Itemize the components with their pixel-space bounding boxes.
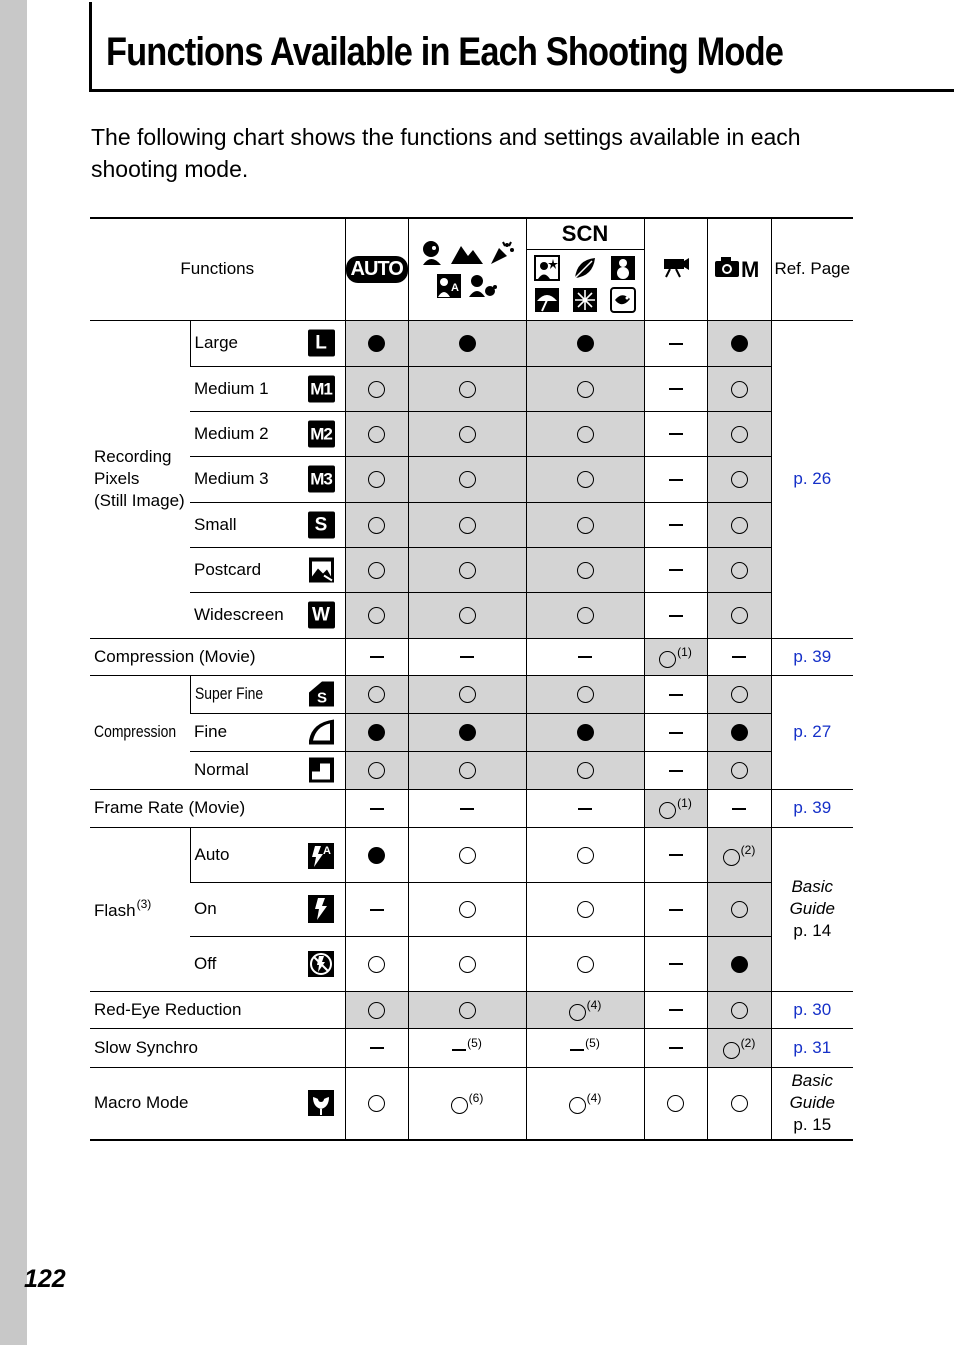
compression-movie-label: Compression (Movie)	[90, 638, 345, 675]
cell	[408, 751, 526, 789]
open-dot-icon	[577, 562, 594, 579]
cell	[707, 547, 771, 592]
cell	[408, 411, 526, 456]
cell	[526, 751, 644, 789]
movie-mode-icon	[662, 255, 690, 279]
normal-icon	[308, 757, 335, 784]
landscape-mode-icon	[451, 242, 483, 264]
row-flash-on: On	[190, 882, 345, 936]
row-medium-3: Medium 3 M3	[190, 456, 345, 502]
open-dot-icon	[459, 686, 476, 703]
cell	[345, 751, 408, 789]
dash-icon	[669, 615, 683, 617]
medium-3-icon: M3	[308, 466, 335, 493]
dash-icon	[669, 569, 683, 571]
dash-icon	[578, 656, 592, 658]
dash-icon	[370, 808, 384, 810]
open-dot-icon	[667, 1095, 684, 1112]
open-dot-icon	[731, 607, 748, 624]
cell	[644, 320, 707, 366]
open-dot-icon	[368, 1002, 385, 1019]
cell	[644, 1067, 707, 1140]
page-title: Functions Available in Each Shooting Mode	[106, 30, 783, 74]
cell	[644, 827, 707, 882]
cell	[707, 320, 771, 366]
side-strip	[0, 0, 27, 1345]
row-super-fine: Super Fine S	[190, 675, 345, 713]
open-dot-icon	[577, 847, 594, 864]
ref-link[interactable]: p. 26	[793, 469, 832, 488]
compression-label: Compression	[90, 675, 190, 789]
snow-icon	[610, 255, 636, 281]
widescreen-icon: W	[308, 602, 335, 629]
foliage-icon	[572, 255, 598, 281]
cell	[644, 991, 707, 1028]
table-row	[90, 638, 853, 675]
movie-mode-header	[644, 218, 707, 320]
table-row	[90, 713, 853, 751]
table-row	[90, 320, 853, 366]
dash-icon	[669, 1009, 683, 1011]
dash-icon	[669, 854, 683, 856]
cell	[345, 713, 408, 751]
open-dot-icon	[368, 426, 385, 443]
cell	[526, 502, 644, 547]
dash-icon	[669, 433, 683, 435]
intro-paragraph: The following chart shows the functions and settings available in each shooting mode.	[91, 124, 801, 182]
svg-text:A: A	[451, 282, 459, 295]
dash-icon	[370, 909, 384, 911]
dash-icon	[578, 808, 592, 810]
cell	[408, 789, 526, 827]
flash-on-icon	[307, 894, 335, 924]
cell	[707, 675, 771, 713]
cell	[345, 411, 408, 456]
cell	[644, 751, 707, 789]
cell	[345, 675, 408, 713]
dash-icon	[669, 770, 683, 772]
ref-p26[interactable]	[771, 320, 853, 638]
cell	[408, 320, 526, 366]
open-dot-icon	[731, 562, 748, 579]
cell	[644, 456, 707, 502]
cell	[707, 936, 771, 991]
table-row	[90, 936, 853, 991]
dash-icon	[370, 1047, 384, 1049]
cell	[345, 991, 408, 1028]
cell	[526, 547, 644, 592]
cell	[644, 502, 707, 547]
open-dot-icon	[459, 471, 476, 488]
flash-off-icon	[307, 950, 335, 978]
cell	[707, 638, 771, 675]
table-row	[90, 991, 853, 1028]
dash-icon	[669, 388, 683, 390]
open-dot-icon	[577, 517, 594, 534]
open-dot-icon	[577, 607, 594, 624]
auto-mode-icon: AUTO	[346, 256, 408, 283]
scn-label: SCN	[527, 219, 644, 250]
cell	[707, 411, 771, 456]
ref-p39[interactable]	[771, 789, 853, 827]
auto-mode-header	[345, 218, 408, 320]
cell	[345, 320, 408, 366]
open-dot-icon	[731, 762, 748, 779]
svg-text:S: S	[316, 689, 327, 707]
medium-1-icon: M1	[308, 375, 335, 402]
row-fine: Fine	[190, 713, 345, 751]
open-dot-icon	[459, 762, 476, 779]
filled-dot-icon	[731, 335, 748, 352]
open-dot-icon	[451, 1097, 468, 1114]
open-dot-icon	[368, 607, 385, 624]
open-dot-icon	[731, 426, 748, 443]
row-flash-auto: Auto A	[190, 827, 345, 882]
cell	[526, 411, 644, 456]
cell: (5)	[408, 1028, 526, 1067]
row-widescreen: Widescreen W	[190, 592, 345, 638]
open-dot-icon	[731, 517, 748, 534]
dash-icon	[669, 909, 683, 911]
cell	[707, 592, 771, 638]
open-dot-icon	[459, 517, 476, 534]
cell: (2)	[707, 827, 771, 882]
open-dot-icon	[368, 686, 385, 703]
table-row	[90, 592, 853, 638]
dash-icon	[732, 808, 746, 810]
small-size-icon: S	[308, 511, 335, 538]
ref-basic-guide-p15: Basic Guide p. 15	[771, 1067, 853, 1140]
open-dot-icon	[459, 562, 476, 579]
open-dot-icon	[659, 651, 676, 668]
open-dot-icon	[459, 381, 476, 398]
portrait-mode-icon	[419, 239, 445, 267]
kids-pets-mode-icon	[468, 273, 498, 299]
dash-icon	[370, 656, 384, 658]
dash-icon	[669, 343, 683, 345]
postcard-icon	[308, 556, 335, 583]
table-row	[90, 1067, 853, 1140]
cell	[644, 675, 707, 713]
ref-basic-guide-p14: Basic Guide p. 14	[771, 827, 853, 991]
filled-dot-icon	[368, 847, 385, 864]
cell	[644, 936, 707, 991]
svg-text:M: M	[741, 256, 760, 279]
open-dot-icon	[577, 426, 594, 443]
table-row	[90, 366, 853, 411]
cell: (1)	[644, 638, 707, 675]
cell	[526, 456, 644, 502]
cell	[707, 456, 771, 502]
night-portrait-mode-icon	[436, 273, 462, 299]
row-postcard: Postcard	[190, 547, 345, 592]
flash-label: Flash$^{(3)}$	[90, 827, 190, 991]
flash-auto-icon	[307, 840, 335, 870]
open-dot-icon	[368, 381, 385, 398]
cell	[707, 751, 771, 789]
fine-icon	[308, 719, 335, 746]
cell	[707, 502, 771, 547]
cell	[408, 675, 526, 713]
cell	[707, 882, 771, 936]
cell	[526, 592, 644, 638]
dash-icon	[669, 694, 683, 696]
cell	[707, 713, 771, 751]
dash-icon	[460, 656, 474, 658]
ref-link[interactable]: p. 31	[793, 1037, 832, 1057]
cell	[408, 547, 526, 592]
filled-dot-icon	[731, 724, 748, 741]
open-dot-icon	[577, 762, 594, 779]
svg-text:A: A	[322, 844, 331, 857]
table-row	[90, 1028, 853, 1067]
manual-mode-header	[707, 218, 771, 320]
cell: (2)	[707, 1028, 771, 1067]
cell	[345, 456, 408, 502]
cell: (4)	[526, 1067, 644, 1140]
cell	[526, 675, 644, 713]
open-dot-icon	[723, 1042, 740, 1059]
table-row	[90, 411, 853, 456]
open-dot-icon	[731, 381, 748, 398]
open-dot-icon	[459, 847, 476, 864]
cell	[345, 592, 408, 638]
cell: (6)	[408, 1067, 526, 1140]
cell	[526, 827, 644, 882]
filled-dot-icon	[368, 724, 385, 741]
open-dot-icon	[731, 901, 748, 918]
cell	[345, 827, 408, 882]
cell	[526, 638, 644, 675]
header-row	[90, 218, 853, 320]
cell: (4)	[526, 991, 644, 1028]
cell	[408, 592, 526, 638]
cell	[345, 502, 408, 547]
indoor-icon	[534, 255, 560, 281]
table-row	[90, 675, 853, 713]
open-dot-icon	[577, 686, 594, 703]
open-dot-icon	[731, 1002, 748, 1019]
page-number: 122	[24, 1265, 66, 1293]
fireworks-icon	[572, 287, 598, 313]
open-dot-icon	[459, 607, 476, 624]
open-dot-icon	[459, 1002, 476, 1019]
row-medium-2: Medium 2 M2	[190, 411, 345, 456]
open-dot-icon	[368, 517, 385, 534]
dash-icon	[669, 479, 683, 481]
open-dot-icon	[368, 471, 385, 488]
open-dot-icon	[731, 471, 748, 488]
open-dot-icon	[577, 901, 594, 918]
ref-p30[interactable]	[771, 991, 853, 1028]
open-dot-icon	[459, 426, 476, 443]
dash-icon	[669, 524, 683, 526]
cell	[408, 936, 526, 991]
macro-label: Macro Mode	[90, 1067, 345, 1140]
cell	[644, 411, 707, 456]
open-dot-icon	[569, 1004, 586, 1021]
cell	[644, 366, 707, 411]
frame-rate-label: Frame Rate (Movie)	[90, 789, 345, 827]
functions-table	[90, 217, 853, 1141]
cell	[345, 936, 408, 991]
cell	[707, 1067, 771, 1140]
cell	[408, 827, 526, 882]
cell	[644, 713, 707, 751]
cell	[408, 991, 526, 1028]
party-mode-icon	[489, 240, 515, 266]
open-dot-icon	[731, 686, 748, 703]
scn-header	[526, 218, 644, 320]
cell	[526, 882, 644, 936]
special-modes-header	[408, 218, 526, 320]
dash-icon	[570, 1049, 584, 1051]
cell	[707, 366, 771, 411]
ref-page-header: Ref. Page	[771, 218, 853, 320]
open-dot-icon	[368, 562, 385, 579]
recording-pixels-label: Recording Pixels (Still Image)	[90, 320, 190, 638]
cell	[707, 991, 771, 1028]
cell	[707, 789, 771, 827]
row-large: Large L	[190, 320, 345, 366]
table-row	[90, 789, 853, 827]
cell	[345, 547, 408, 592]
open-dot-icon	[459, 956, 476, 973]
dash-icon	[669, 1047, 683, 1049]
cell	[526, 713, 644, 751]
dash-icon	[669, 732, 683, 734]
open-dot-icon	[569, 1097, 586, 1114]
table-row	[90, 502, 853, 547]
cell	[526, 320, 644, 366]
table-row	[90, 882, 853, 936]
cell	[345, 1028, 408, 1067]
open-dot-icon	[577, 471, 594, 488]
cell	[644, 547, 707, 592]
filled-dot-icon	[459, 724, 476, 741]
open-dot-icon	[368, 762, 385, 779]
row-flash-off: Off	[190, 936, 345, 991]
open-dot-icon	[368, 956, 385, 973]
functions-header: Functions	[90, 218, 345, 320]
table-row	[90, 547, 853, 592]
beach-icon	[534, 287, 560, 313]
macro-icon	[307, 1089, 335, 1117]
row-small: Small S	[190, 502, 345, 547]
cell	[408, 638, 526, 675]
underwater-icon	[610, 287, 636, 313]
ref-link[interactable]: p. 30	[793, 999, 832, 1019]
cell	[408, 502, 526, 547]
camera-m-mode-icon	[714, 255, 764, 279]
cell	[644, 882, 707, 936]
cell	[408, 882, 526, 936]
red-eye-label: Red-Eye Reduction	[90, 991, 345, 1028]
ref-link[interactable]: p. 27	[793, 722, 832, 741]
dash-icon	[669, 963, 683, 965]
cell	[526, 936, 644, 991]
cell	[644, 592, 707, 638]
cell	[345, 638, 408, 675]
dash-icon	[460, 808, 474, 810]
filled-dot-icon	[577, 335, 594, 352]
cell	[345, 882, 408, 936]
ref-p27[interactable]	[771, 675, 853, 789]
dash-icon	[452, 1049, 466, 1051]
ref-p39[interactable]	[771, 638, 853, 675]
slow-synchro-label: Slow Synchro	[90, 1028, 345, 1067]
cell	[526, 789, 644, 827]
cell	[408, 713, 526, 751]
dash-icon	[732, 656, 746, 658]
super-fine-icon	[308, 681, 335, 708]
table-row	[90, 751, 853, 789]
open-dot-icon	[731, 1095, 748, 1112]
open-dot-icon	[723, 849, 740, 866]
cell	[526, 366, 644, 411]
ref-p31[interactable]	[771, 1028, 853, 1067]
open-dot-icon	[459, 901, 476, 918]
filled-dot-icon	[459, 335, 476, 352]
table-row	[90, 827, 853, 882]
large-size-icon: L	[308, 330, 335, 357]
cell	[644, 1028, 707, 1067]
ref-link[interactable]: p. 39	[793, 646, 832, 666]
open-dot-icon	[659, 802, 676, 819]
cell	[345, 366, 408, 411]
open-dot-icon	[577, 381, 594, 398]
filled-dot-icon	[577, 724, 594, 741]
cell	[345, 789, 408, 827]
cell: (1)	[644, 789, 707, 827]
cell	[408, 366, 526, 411]
cell	[408, 456, 526, 502]
cell	[345, 1067, 408, 1140]
row-medium-1: Medium 1 M1	[190, 366, 345, 411]
medium-2-icon: M2	[308, 420, 335, 447]
table-row	[90, 456, 853, 502]
title-bar	[89, 2, 954, 92]
open-dot-icon	[577, 956, 594, 973]
filled-dot-icon	[731, 956, 748, 973]
ref-link[interactable]: p. 39	[793, 798, 832, 817]
cell: (5)	[526, 1028, 644, 1067]
row-normal: Normal	[190, 751, 345, 789]
open-dot-icon	[368, 1095, 385, 1112]
filled-dot-icon	[368, 335, 385, 352]
